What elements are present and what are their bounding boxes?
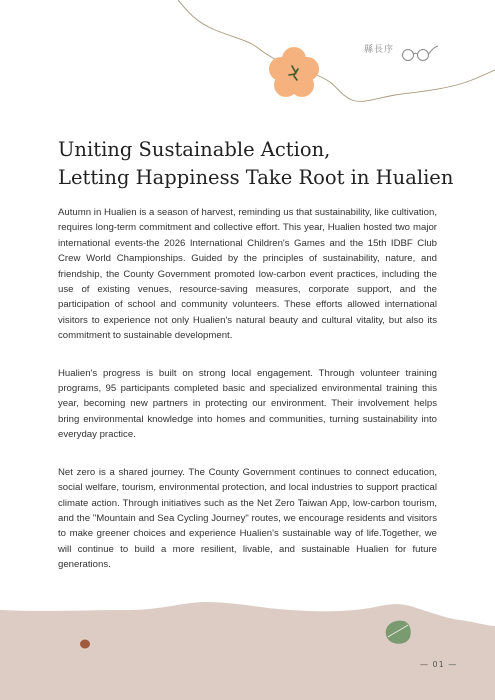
section-label: 縣長序 <box>364 45 395 55</box>
bottom-decoration <box>0 600 495 700</box>
article-body <box>58 205 437 595</box>
paragraph: Hualien's progress is built on strong local engagement. Through volunteer training programs, 95 participants completed basic and specialized environmental training this year, becoming new partners in protecting our environment. Their involvement helps bring environmental knowledge into homes and communities, turning sustainability into everyday practice. <box>58 367 437 441</box>
page-number: — 01 — <box>420 660 458 669</box>
flower-icon <box>269 47 319 97</box>
glasses-icon <box>398 44 444 62</box>
pebble-icon <box>80 640 90 649</box>
page-title <box>58 136 458 192</box>
ground-hills <box>0 602 495 700</box>
title-line-2: Letting Happiness Take Root in Hualien <box>58 166 454 189</box>
title-line-1: Uniting Sustainable Action, <box>58 138 331 161</box>
decorative-line <box>178 0 495 101</box>
paragraph: Net zero is a shared journey. The County Government continues to connect education, social welfare, tourism, environmental protection, and local industries to support practical climate action. Through initiatives such as the Net Zero Taiwan App, low-carbon tourism, and the "Mountain and Sea Cycling Journey" routes, we encourage residents and visitors to make greener choices and experience Hualien's sustainable way of life.Together, we will continue to build a more resilient, livable, and sustainable Hualien for future generations. <box>58 466 437 571</box>
top-decoration <box>0 0 495 130</box>
paragraph: Autumn in Hualien is a season of harvest, reminding us that sustainability, like cultivation, requires long-term commitment and collective effort. This year, Hualien hosted two major international events-the 2026 International Children's Games and the 15th IDBF Club Crew World Championships. Guided by the principles of sustainability, nature, and friendship, the County Government promoted low-carbon event practices, including the use of existing venues, resource-saving measures, corporate support, and the participation of school and community volunteers. These efforts allowed international visitors to experience not only Hualien's natural beauty and cultural vitality, but also its commitment to sustainable development. <box>58 207 437 342</box>
